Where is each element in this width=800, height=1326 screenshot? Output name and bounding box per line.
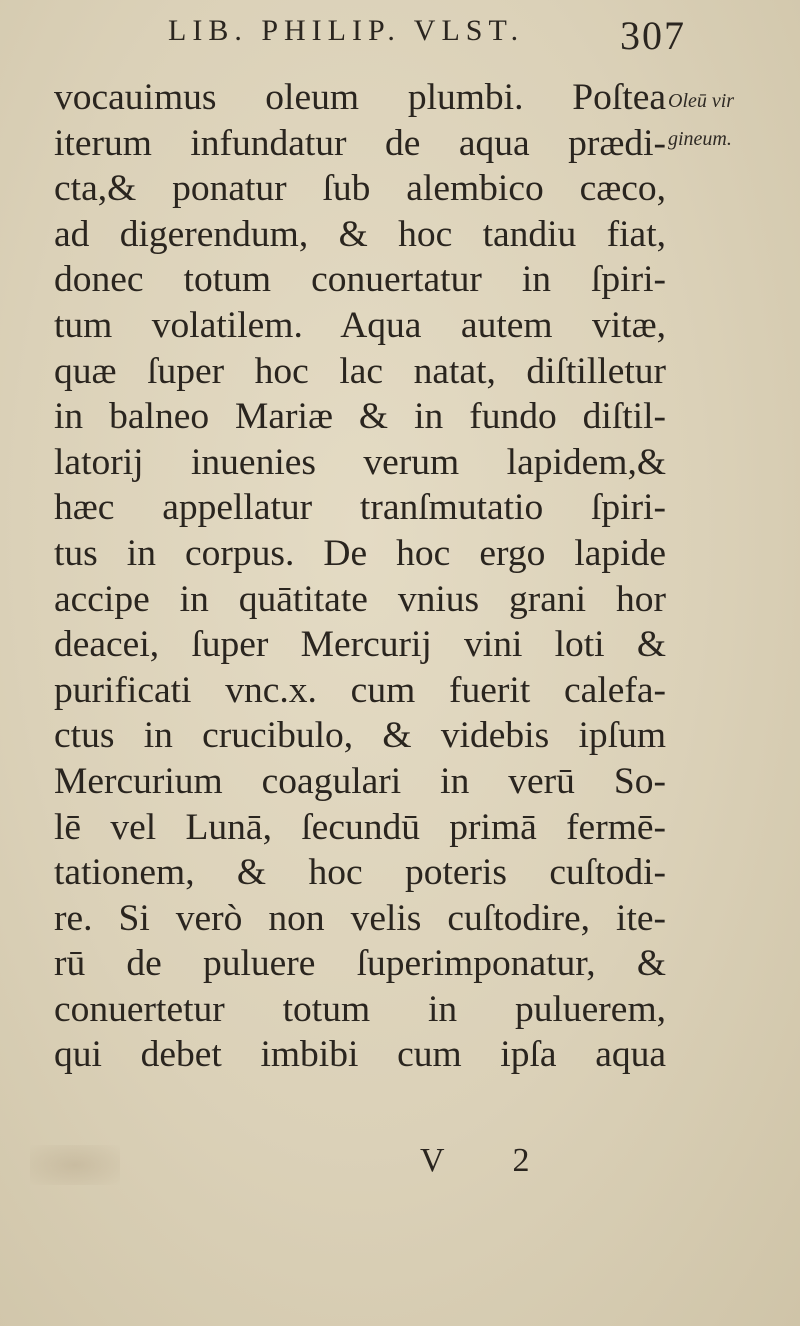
ink-stain — [30, 1145, 120, 1185]
text-line: ad digerendum, & hoc tandiu fiat, — [54, 213, 666, 255]
text-line: donec totum conuertatur in ſpiri- — [54, 259, 666, 301]
running-title: LIB. PHILIP. VLST. — [168, 14, 525, 47]
text-line: iterum infundatur de aqua prædi- — [54, 122, 666, 164]
page-number: 307 — [620, 13, 686, 58]
text-line: conuertetur totum in puluerem, — [54, 988, 666, 1030]
text-line: deacei, ſuper Mercurij vini loti & — [54, 624, 666, 666]
margin-note — [668, 82, 798, 158]
text-line: accipe in quātitate vnius grani hor — [54, 578, 666, 620]
text-line: cta,& ponatur ſub alembico cæco, — [54, 168, 666, 210]
margin-note-line: Oleū vir — [668, 90, 735, 112]
text-line: quæ ſuper hoc lac natat, diſtilletur — [54, 350, 666, 392]
text-line: purificati vnc.x. cum fuerit calefa- — [54, 669, 666, 711]
text-line: re. Si verò non velis cuſtodire, ite- — [54, 897, 666, 939]
body-text — [54, 75, 666, 1078]
text-line: tum volatilem. Aqua autem vitæ, — [54, 304, 666, 346]
text-line: ctus in crucibulo, & videbis ipſum — [54, 715, 666, 757]
text-line: hæc appellatur tranſmutatio ſpiri- — [54, 487, 666, 529]
text-line: lē vel Lunā, ſecundū primā fermē- — [54, 806, 666, 848]
text-line: Mercurium coagulari in verū So- — [54, 760, 666, 802]
text-line: tationem, & hoc poteris cuſtodi- — [54, 852, 666, 894]
text-line: tus in corpus. De hoc ergo lapide — [54, 532, 666, 574]
page-header — [168, 13, 686, 58]
text-line: latorij inuenies verum lapidem,& — [54, 441, 666, 483]
text-line: qui debet imbibi cum ipſa aqua — [54, 1034, 666, 1076]
text-line: rū de puluere ſuperimponatur, & — [54, 943, 666, 985]
margin-note-line: gineum. — [668, 128, 732, 150]
signature-mark: V 2 — [420, 1142, 560, 1179]
text-line: in balneo Mariæ & in fundo diſtil- — [54, 396, 666, 438]
text-line: vocauimus oleum plumbi. Poſtea — [54, 77, 666, 118]
